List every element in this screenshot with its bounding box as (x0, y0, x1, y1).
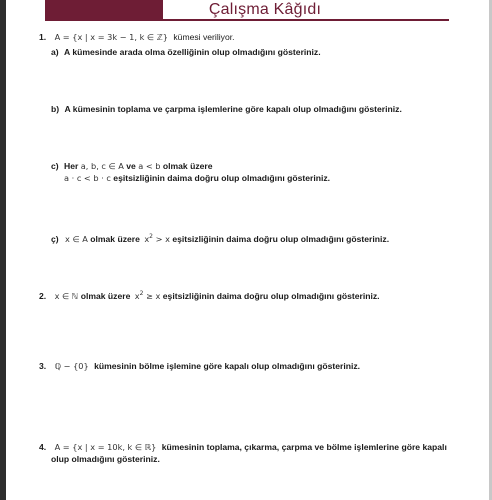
question-number: 3. (39, 361, 47, 371)
subquestion-text: eşitsizliğinin daima doğru olup olmadığını gösteriniz. (113, 173, 331, 183)
math-expression: ℚ − {0} (54, 361, 89, 371)
subquestion-a (51, 47, 321, 58)
question-text: kümesinin bölme işlemine göre kapalı olup olmadığını gösteriniz. (94, 361, 361, 371)
math-rest: > x (153, 234, 170, 244)
text-olmak-uzere: olmak üzere (80, 291, 131, 301)
page-title: Çalışma Kâğıdı (208, 1, 322, 18)
question-text: kümesinin toplama, çıkarma, çarpma ve bölme işlemlerine göre kapalı (161, 442, 447, 452)
header-rule (45, 19, 449, 21)
math-exponent: 2 (139, 290, 144, 297)
subquestion-label: b) (51, 104, 60, 114)
question-4-line2 (51, 454, 160, 465)
math-expression: x ∈ ℕ (54, 291, 79, 301)
question-text: eşitsizliğinin daima doğru olup olmadığını gösteriniz. (162, 291, 380, 301)
math-expression: a · c < b · c (64, 173, 111, 183)
subquestion-c-line1 (51, 161, 213, 172)
question-2 (39, 288, 380, 302)
text-olmak-uzere: olmak üzere (162, 161, 213, 171)
math-expression (135, 291, 161, 301)
subquestion-text: A kümesinin toplama ve çarpma işlemlerine göre kapalı olup olmadığını gösteriniz. (64, 104, 402, 114)
worksheet-page (6, 0, 489, 500)
math-exponent: 2 (149, 233, 153, 240)
math-expression: a, b, c ∈ A (80, 161, 124, 171)
subquestion-label: ç) (51, 234, 59, 244)
math-expression: x ∈ A (65, 234, 88, 244)
text-ve: ve (126, 161, 136, 171)
math-expression (144, 234, 170, 244)
header-accent-bar (45, 0, 163, 19)
subquestion-c-line2 (64, 173, 330, 184)
subquestion-label: a) (51, 47, 59, 57)
math-rest: ≥ x (143, 291, 161, 301)
question-number: 4. (39, 442, 47, 452)
question-1 (39, 32, 235, 43)
question-4-line1 (39, 442, 447, 453)
text-olmak-uzere: olmak üzere (90, 234, 140, 244)
subquestion-b (51, 104, 402, 115)
subquestion-label: c) (51, 161, 59, 171)
subquestion-text: A kümesinde arada olma özelliğinin olup olmadığını gösteriniz. (64, 47, 321, 57)
set-expression: A = {x | x = 3k − 1, k ∈ ℤ} (54, 32, 168, 42)
subquestion-text: eşitsizliğinin daima doğru olup olmadığını gösteriniz. (172, 234, 390, 244)
subquestion-d (51, 231, 389, 245)
math-expression: A = {x | x = 10k, k ∈ ℝ} (54, 442, 157, 452)
text-her: Her (64, 161, 79, 171)
question-intro: kümesi veriliyor. (173, 32, 235, 42)
math-expression: a < b (138, 161, 161, 171)
math-base: x (144, 234, 150, 244)
question-number: 1. (39, 32, 47, 42)
question-number: 2. (39, 291, 47, 301)
question-3 (39, 361, 360, 372)
question-text: olup olmadığını gösteriniz. (51, 454, 160, 464)
math-base: x (134, 291, 140, 301)
